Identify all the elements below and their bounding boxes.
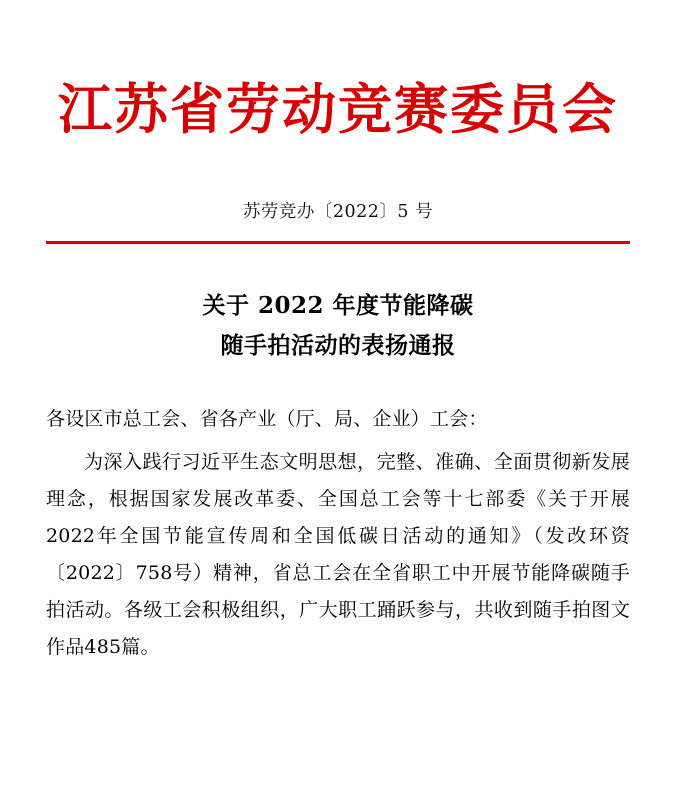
document-title-line-1: 关于 2022 年度节能降碳 <box>202 292 474 320</box>
issuing-organization-masthead: 江苏省劳动竞赛委员会 <box>58 77 618 141</box>
salutation: 各设区市总工会、省各产业（厅、局、企业）工会： <box>46 407 488 430</box>
document-number: 苏劳竞办〔2022〕5 号 <box>242 202 434 223</box>
document-title <box>46 286 630 367</box>
red-divider-rule <box>46 241 630 244</box>
document-page <box>0 78 676 792</box>
body-paragraph-1: 为深入践行习近平生态文明思想，完整、准确、全面贯彻新发展理念，根据国家发展改革委、全国总工会等十七部委《关于开展2022年全国节能宣传周和全国低碳日活动的通知》（发改环资〔2022〕758号）精神，省总工会在全省职工中开展节能降碳随手拍活动。各级工会积极组织，广大职工踊跃参与，共收到随手拍图文作品485篇。 <box>46 450 630 658</box>
document-title-line-2: 随手拍活动的表扬通报 <box>220 332 456 360</box>
